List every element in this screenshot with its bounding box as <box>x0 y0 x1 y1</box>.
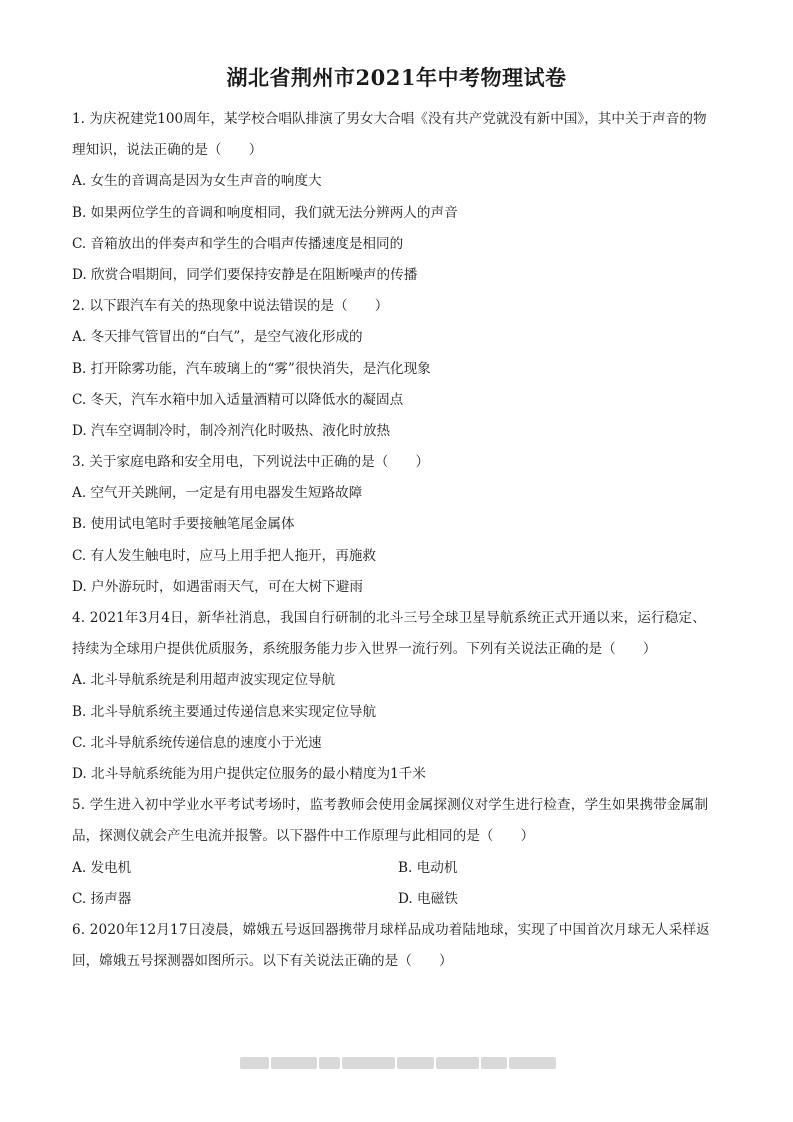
option-b: B. 使用试电笔时手要接触笔尾金属体 <box>72 516 295 533</box>
question-stem-line: 5. 学生进入初中学业水平考试考场时，监考教师会使用金属探测仪对学生进行检查，学生如果携带金属制 <box>72 797 709 814</box>
option-a: A. 北斗导航系统是利用超声波实现定位导航 <box>72 672 336 689</box>
blurred-watermark <box>240 1057 556 1069</box>
option-row <box>72 884 724 915</box>
question-5 <box>72 790 724 915</box>
question-3 <box>72 447 724 603</box>
option-d: D. 电磁铁 <box>398 890 458 907</box>
question-list <box>72 104 724 977</box>
question-2 <box>72 291 724 447</box>
option-c: C. 有人发生触电时，应马上用手把人拖开，再施救 <box>72 547 377 564</box>
option-c: C. 音箱放出的伴奏声和学生的合唱声传播速度是相同的 <box>72 235 404 252</box>
question-1 <box>72 104 724 291</box>
option-a: A. 空气开关跳闸，一定是有用电器发生短路故障 <box>72 485 363 502</box>
option-a: A. 冬天排气管冒出的“白气”，是空气液化形成的 <box>72 329 363 346</box>
option-c: C. 扬声器 <box>72 890 132 907</box>
option-b: B. 如果两位学生的音调和响度相同，我们就无法分辨两人的声音 <box>72 204 458 221</box>
option-b: B. 电动机 <box>398 859 458 876</box>
question-stem-line: 理知识，说法正确的是（ ） <box>72 142 263 159</box>
option-d: D. 户外游玩时，如遇雷雨天气，可在大树下避雨 <box>72 578 363 595</box>
option-c: C. 北斗导航系统传递信息的速度小于光速 <box>72 734 322 751</box>
question-stem-line: 1. 为庆祝建党100周年，某学校合唱队排演了男女大合唱《没有共产党就没有新中国》，其中关于声音的物 <box>72 111 707 127</box>
option-d: D. 汽车空调制冷时，制冷剂汽化时吸热、液化时放热 <box>72 422 391 439</box>
question-6 <box>72 915 724 977</box>
question-stem-line: 品，探测仪就会产生电流并报警。以下器件中工作原理与此相同的是（ ） <box>72 828 535 845</box>
option-row <box>72 853 724 884</box>
question-stem-line: 3. 关于家庭电路和安全用电，下列说法中正确的是（ ） <box>72 454 430 471</box>
question-stem-line: 6. 2020年12月17日凌晨，嫦娥五号返回器携带月球样品成功着陆地球，实现了中国首次月球无人采样返 <box>72 921 710 938</box>
page-title: 湖北省荆州市2021年中考物理试卷 <box>226 65 567 90</box>
option-a: A. 女生的音调高是因为女生声音的响度大 <box>72 173 322 190</box>
option-d: D. 欣赏合唱期间，同学们要保持安静是在阻断噪声的传播 <box>72 266 418 283</box>
option-d: D. 北斗导航系统能为用户提供定位服务的最小精度为1千米 <box>72 765 426 782</box>
question-stem-line: 4. 2021年3月4日，新华社消息，我国自行研制的北斗三号全球卫星导航系统正式开通以来，运行稳定、 <box>72 610 707 626</box>
question-stem-line: 2. 以下跟汽车有关的热现象中说法错误的是（ ） <box>72 298 389 315</box>
option-b: B. 打开除雾功能，汽车玻璃上的“雾”很快消失，是汽化现象 <box>72 360 431 377</box>
option-b: B. 北斗导航系统主要通过传递信息来实现定位导航 <box>72 703 377 720</box>
option-c: C. 冬天，汽车水箱中加入适量酒精可以降低水的凝固点 <box>72 391 404 408</box>
question-stem-line: 回，嫦娥五号探测器如图所示。以下有关说法正确的是（ ） <box>72 953 453 970</box>
question-4 <box>72 603 724 790</box>
question-stem-line: 持续为全球用户提供优质服务，系统服务能力步入世界一流行列。下列有关说法正确的是（ ） <box>72 641 657 658</box>
option-a: A. 发电机 <box>72 859 132 876</box>
